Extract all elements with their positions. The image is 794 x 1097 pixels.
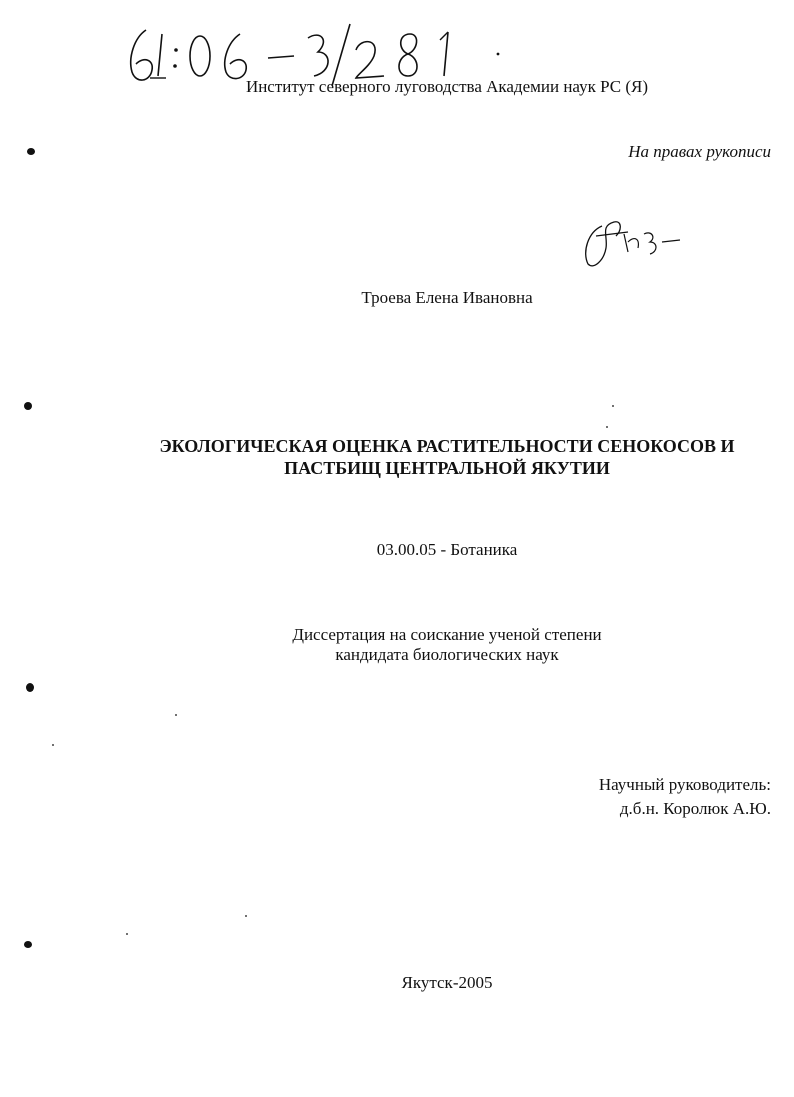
binder-hole-mark xyxy=(24,402,32,410)
scan-speck xyxy=(126,933,128,935)
institute-name: Институт северного луговодства Академии наук РС (Я) xyxy=(245,77,649,96)
scan-speck xyxy=(612,405,614,407)
degree-line-2: кандидата биологических наук xyxy=(335,645,559,664)
scan-speck xyxy=(52,744,54,746)
binder-hole-mark xyxy=(24,941,32,948)
author-name: Троева Елена Ивановна xyxy=(361,288,533,307)
degree-line-1: Диссертация на соискание ученой степени xyxy=(292,625,602,644)
title-line-2: ПАСТБИЩ ЦЕНТРАЛЬНОЙ ЯКУТИИ xyxy=(284,458,610,478)
specialty: 03.00.05 - Ботаника xyxy=(376,540,518,559)
signature xyxy=(578,212,688,272)
rights-note: На правах рукописи xyxy=(628,142,771,161)
scan-speck xyxy=(606,426,608,428)
supervisor-name: д.б.н. Королюк А.Ю. xyxy=(619,799,771,818)
binder-hole-mark xyxy=(27,148,35,155)
binder-hole-mark xyxy=(26,683,34,692)
scan-speck xyxy=(245,915,247,917)
scan-speck xyxy=(175,714,177,716)
supervisor-block xyxy=(599,773,771,821)
degree-statement xyxy=(0,625,794,665)
supervisor-label: Научный руководитель: xyxy=(598,775,771,794)
dissertation-title xyxy=(100,435,794,479)
title-line-1: ЭКОЛОГИЧЕСКАЯ ОЦЕНКА РАСТИТЕЛЬНОСТИ СЕНОКОСОВ И xyxy=(159,436,735,456)
city-year: Якутск-2005 xyxy=(401,973,493,992)
